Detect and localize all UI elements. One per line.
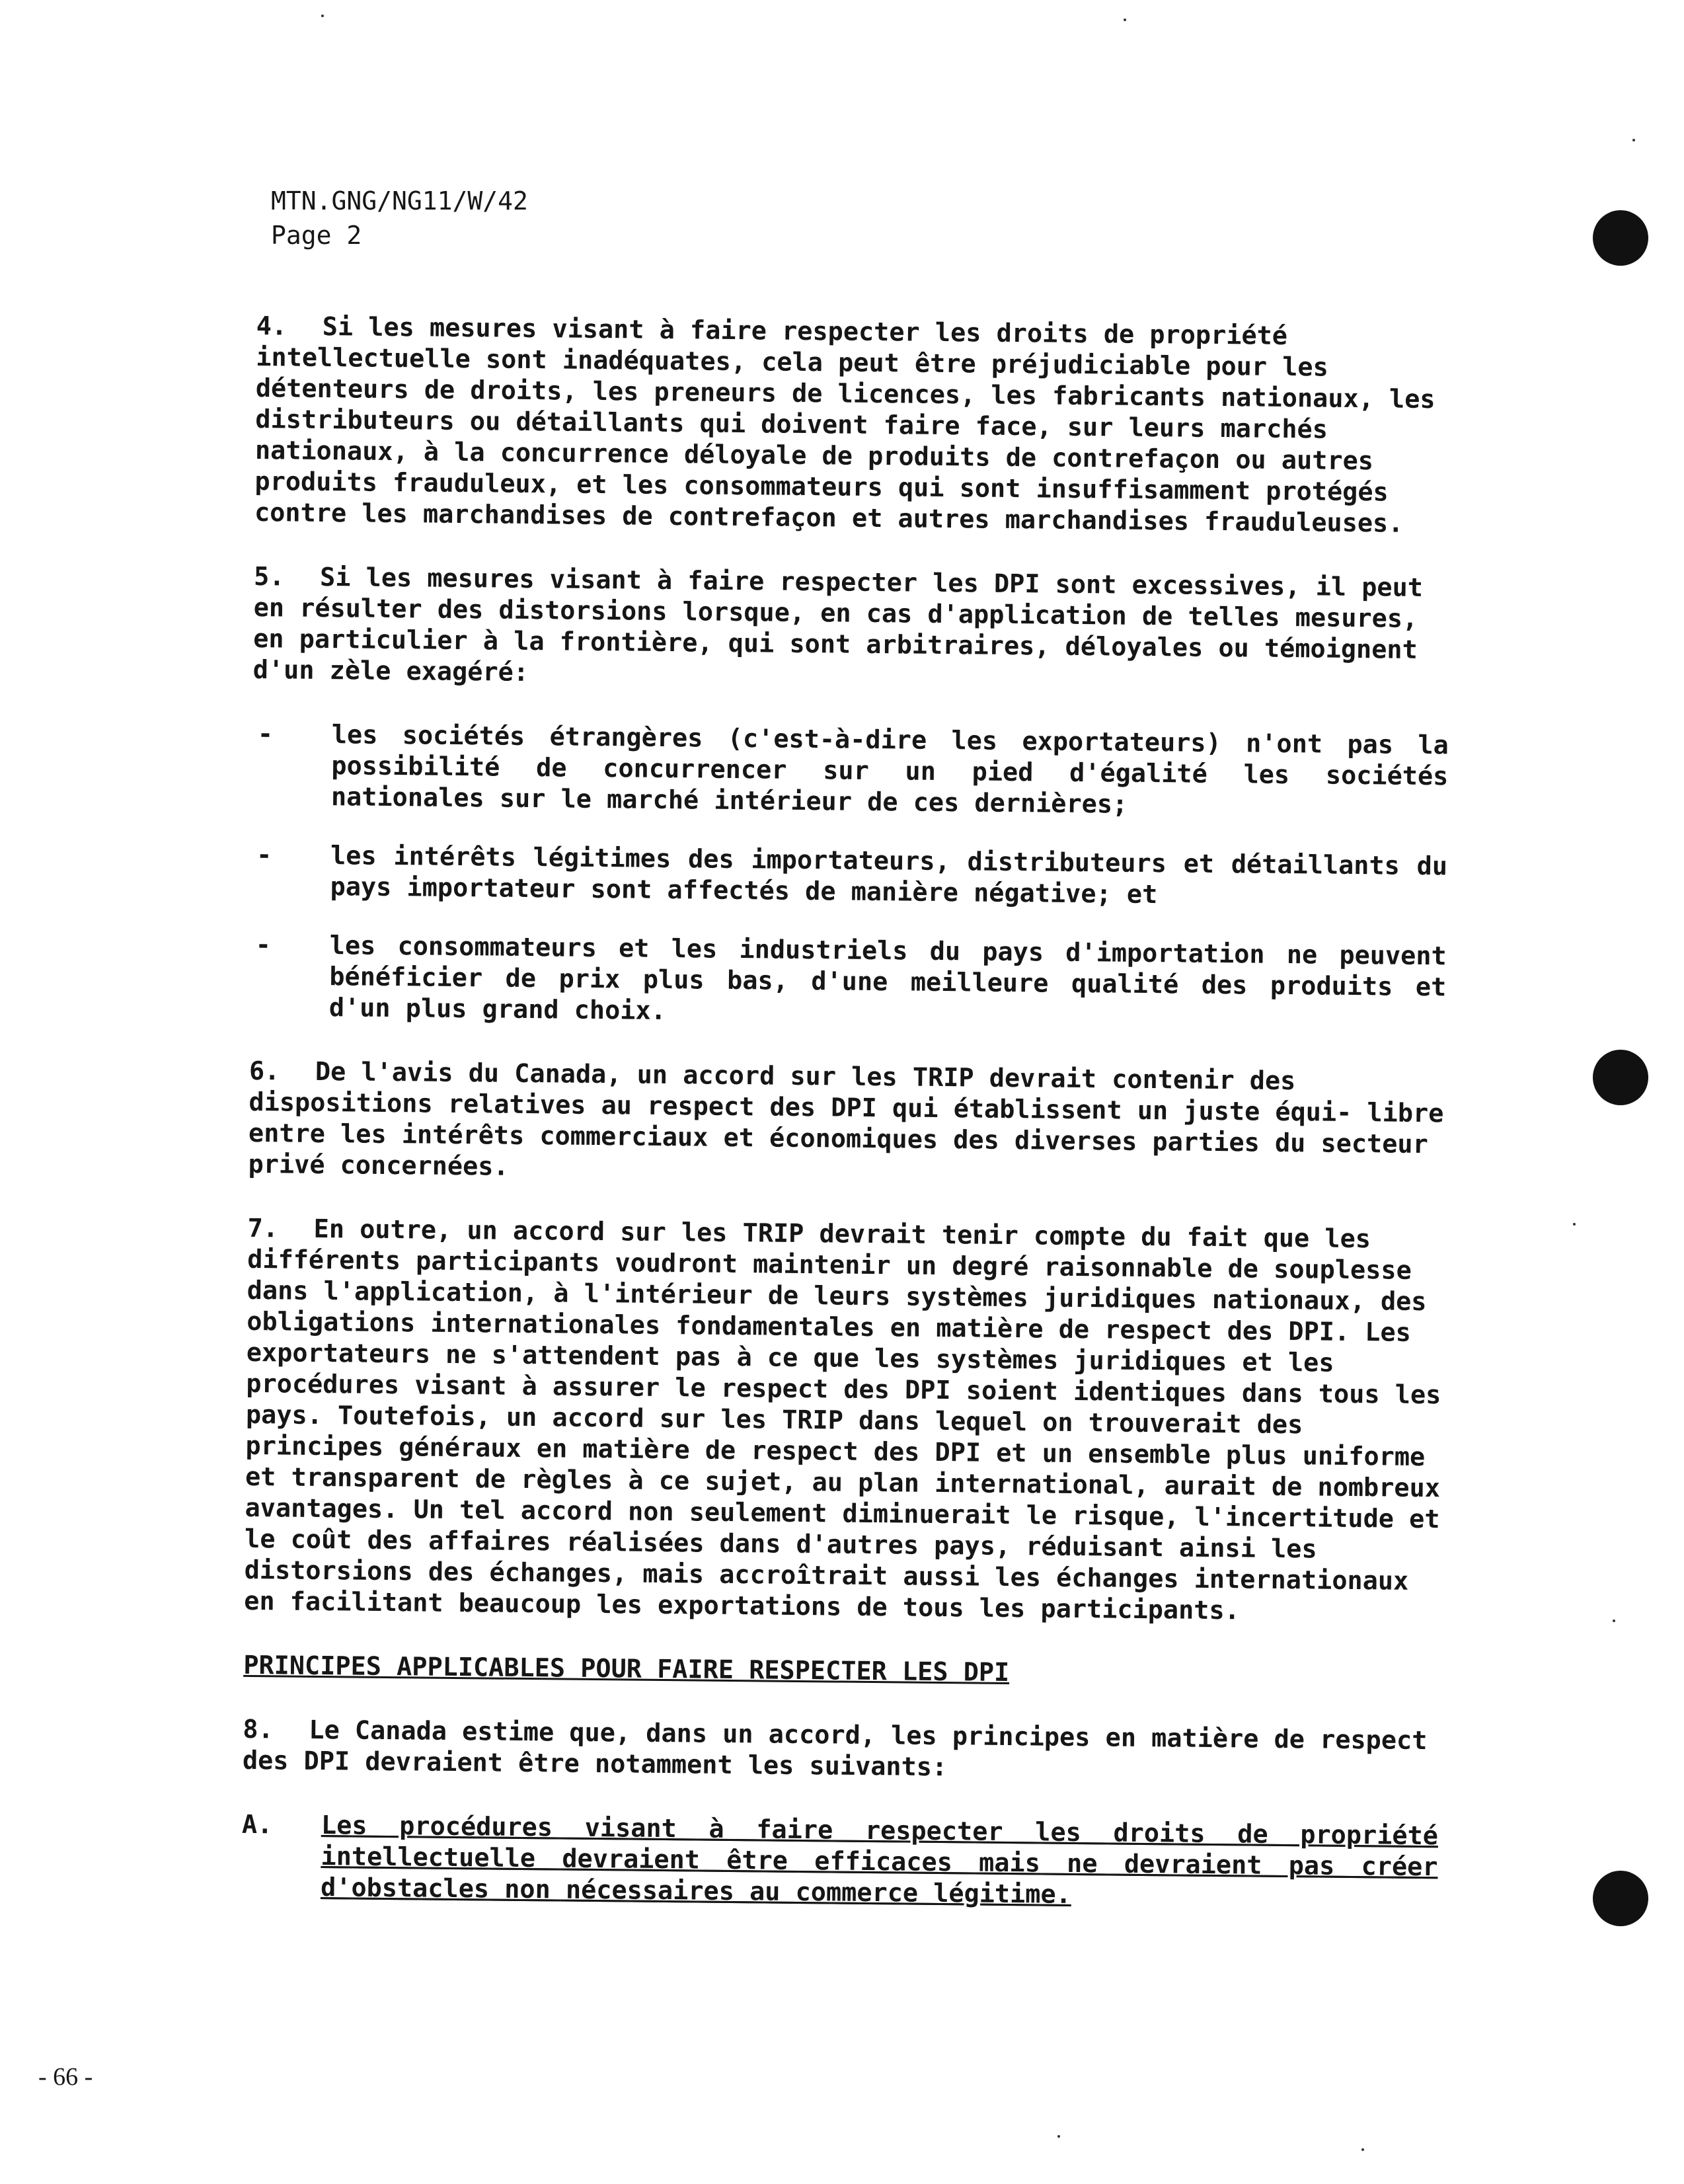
bullet-dash: - (255, 930, 272, 960)
paragraph-number: 8. (243, 1714, 274, 1745)
paragraph-6 (248, 1056, 1445, 1191)
paragraph-5 (253, 561, 1451, 697)
punch-hole (1593, 1050, 1648, 1105)
paragraph-text: Si les mesures visant à faire respecter les DPI sont excessives, il peut en résulter des distorsions lorsque, en cas d'application de telles mesures, en particulier à la frontière, qui sont arbitraires, déloyales ou témoignent d'un zèle exagéré: (252, 562, 1424, 687)
scan-speck (1632, 139, 1635, 141)
paragraph-number: 6. (249, 1056, 280, 1087)
punch-hole (1593, 210, 1648, 266)
scan-speck (1124, 19, 1126, 21)
paragraph-text: Le Canada estime que, dans un accord, les principes en matière de respect des DPI devraient être notamment les suivants: (242, 1715, 1428, 1783)
document-code: MTN.GNG/NG11/W/42 (271, 186, 528, 215)
paragraph-text: De l'avis du Canada, un accord sur les TRIP devrait contenir des dispositions relatives au respect des DPI qui établissent un juste équi- libre entre les intérêts commerciaux et économiques des diverses parties du secteur privé concernées. (248, 1056, 1444, 1182)
bullet-text: les consommateurs et les industriels du pays d'importation ne peuvent bénéficier de prix plus bas, d'une meilleure qualité des produits et d'un plus grand choix. (328, 931, 1447, 1026)
paragraph-number: 4. (256, 311, 287, 342)
bullet-dash: - (257, 719, 274, 750)
paragraph-7 (244, 1213, 1444, 1628)
section-heading: PRINCIPES APPLICABLES POUR FAIRE RESPECTER LES DPI (243, 1650, 1010, 1688)
bullet-item (250, 839, 1447, 913)
bullet-item (252, 719, 1449, 823)
principle-label: A. (241, 1809, 273, 1840)
page-label: Page 2 (271, 221, 362, 250)
scan-speck (1573, 1223, 1576, 1226)
bullet-dash: - (256, 840, 272, 871)
principle-text: Les procédures visant à faire respecter les droits de propriété intellectuelle devraient être efficaces mais ne devraient pas créer d'obstacles non nécessaires au commerce légitime. (320, 1811, 1439, 1910)
paragraph-text: En outre, un accord sur les TRIP devrait tenir compte du fait que les différents participants voudront maintenir un degré raisonnable de souplesse dans l'application, à l'intérieur de leurs systèmes juridiques nationaux, des obligations internationales fondamentales en matière de respect des DPI. Les exportateurs ne s'attendent pas à ce que les systèmes juridiques et les procédures visant à assurer le respect des DPI soient identiques dans tous les pays. Toutefois, un accord sur les TRIP dans lequel on trouverait des principes généraux en matière de respect des DPI et un ensemble plus uniforme et transparent de règles à ce sujet, au plan international, aurait de nombreux avantages. Un tel accord non seulement diminuerait le risque, l'incertitude et le coût des affaires réalisées dans d'autres pays, réduisant ainsi les distorsions des échanges, mais accroîtrait aussi les échanges internationaux en facilitant beaucoup les exportations de tous les participants. (244, 1214, 1441, 1626)
paragraph-number: 7. (247, 1213, 279, 1244)
bullet-text: les intérêts légitimes des importateurs, distributeurs et détaillants du pays importateur sont affectés de manière négative; et (330, 841, 1448, 910)
paragraph-number: 5. (253, 561, 285, 592)
bullet-item (250, 929, 1447, 1034)
page-number: - 66 - (38, 2063, 93, 2091)
scan-speck (321, 15, 324, 17)
punch-hole (1593, 1871, 1648, 1926)
scan-speck (1361, 2148, 1364, 2151)
scan-speck (1613, 1619, 1615, 1622)
paragraph-4 (254, 311, 1453, 539)
paragraph-8 (243, 1714, 1439, 1787)
document-header (271, 184, 528, 253)
scan-speck (1057, 2135, 1060, 2138)
bullet-text: les sociétés étrangères (c'est-à-dire les exportateurs) n'ont pas la possibilité de concurrencer sur un pied d'égalité les sociétés nationales sur le marché intérieur de ces dernières; (330, 720, 1449, 820)
paragraph-text: Si les mesures visant à faire respecter les droits de propriété intellectuelle sont inadéquates, cela peut être préjudiciable pour les détenteurs de droits, les preneurs de licences, les fabricants nationaux, les distributeurs ou détaillants qui doivent faire face, sur leurs marchés nationaux, à la concurrence déloyale de produits de contrefaçon ou autres produits frauduleux, et les consommateurs qui sont insuffisamment protégés contre les marchandises de contrefaçon et autres marchandises frauduleuses. (254, 311, 1435, 539)
principle-a (241, 1809, 1438, 1914)
document-body (241, 311, 1453, 1914)
